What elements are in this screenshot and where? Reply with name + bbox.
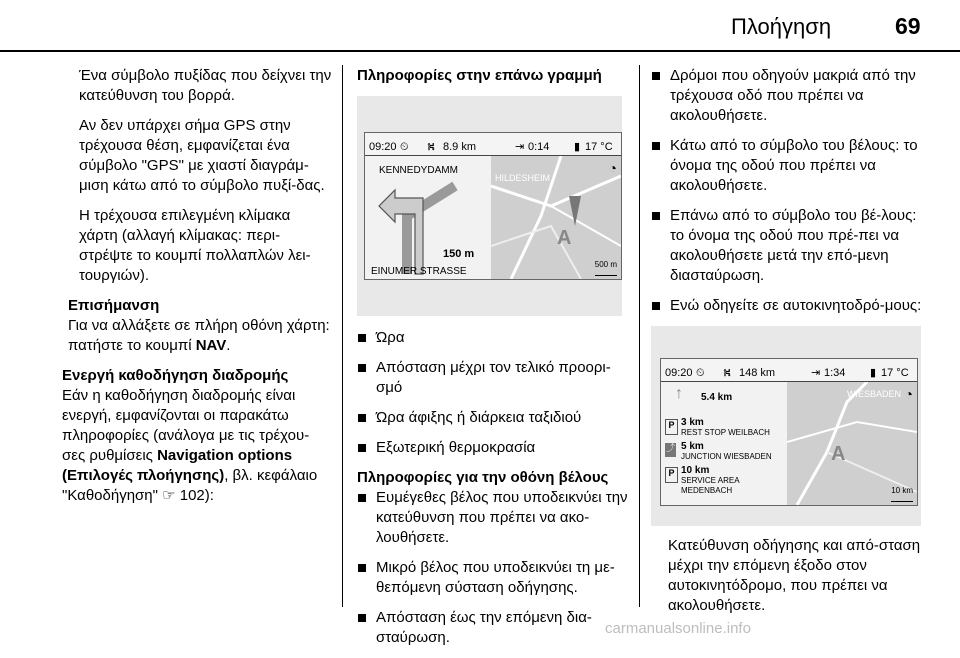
column-3 [651,66,926,626]
screen-top-bar: 09:20 ⏲ ⛕ 8.9 km ⇥ 0:14 ▮ 17 °C [365,133,621,156]
paragraph: Εάν η καθοδήγηση διαδρομής είναι ενεργή, εμφανίζονται οι παρακάτω πληροφορίες (ανάλογα με τις τρέχου-σες ρυθμίσεις Navigation options (Επιλογές πλοήγησης), βλ. κεφάλαιο "Καθοδήγηση" ☞ 102): [62,387,318,504]
screen-top-bar: 09:20 ⏲ ⛕ 148 km ⇥ 1:34 ▮ 17 °C [661,359,917,382]
nav-key: NAV [195,337,227,354]
car-position-icon: A [557,227,572,249]
list-item: Δρόμοι που οδηγούν μακριά από την τρέχουσα οδό που πρέπει να ακολουθήσετε. [651,66,926,126]
exit-list [665,418,787,496]
junction-icon: ⤴ [665,443,676,457]
nav-screen-motorway [660,358,918,506]
route-icon: ⛕ [427,141,436,153]
list-item: Μικρό βέλος που υποδεικνύει τη με-θεπόμενη σύσταση οδήγησης. [357,558,629,598]
nav-screen-image [357,96,622,316]
note [62,296,332,356]
list-item: Ενώ οδηγείτε σε αυτοκινητοδρό-μους: [651,296,926,316]
exit-item: P 10 km SERVICE AREA MEDENBACH [665,466,787,496]
clock-icon: ⏲ [400,141,409,153]
paragraph: Αν δεν υπάρχει σήμα GPS στην τρέχουσα θέση, εμφανίζεται ένα σύμβολο "GPS" με χιαστί διαγράμ-μιση κάτω από το σύμβολο πυξί-δας. [79,117,325,194]
nav-screen [364,132,622,280]
car-position-icon: A [831,443,846,465]
header-rule [0,50,960,52]
map-info-list [651,66,926,316]
page-number: 69 [895,13,921,39]
watermark: carmanualsonline.info [605,620,751,637]
route-icon: ⛕ [723,367,732,379]
section-heading: Πληροφορίες για την οθόνη βέλους [357,469,609,486]
list-item: Ευμέγεθες βέλος που υποδεικνύει την κατεύθυνση που πρέπει να ακο-λουθήσετε. [357,488,629,548]
page-header [0,0,960,50]
list-item: Απόσταση έως την επόμενη δια-σταύρωση. [357,608,629,648]
section-heading: Ενεργή καθοδήγηση διαδρομής [62,367,289,384]
map-view: HILDESHEIM A ◔ 500 m [491,156,621,279]
clock-icon: ⏲ [696,367,705,379]
parking-icon: P [665,419,678,435]
list-item: Ώρα [357,328,629,348]
list-item: Επάνω από το σύμβολο του βέ-λους: το όνομα της οδού που πρέ-πει να ακολουθήσετε μετά την επό-μενη διασταύρωση. [651,206,926,286]
arrival-icon: ⇥ [515,141,525,153]
arrival-icon: ⇥ [811,367,821,379]
list-item: Εξωτερική θερμοκρασία [357,438,629,458]
compass-icon: ◔ [904,386,913,402]
paragraph: Ένα σύμβολο πυξίδας που δείχνει την κατεύθυνση του βορρά. [79,67,332,104]
arrow-panel: KENNEDYDAMM 150 m EINUMER STRASSE [365,156,491,279]
caption: Κατεύθυνση οδήγησης και από-σταση μέχρι την επόμενη έξοδο στον αυτοκινητόδρομο, που πρέπει να ακολουθήσετε. [668,537,921,614]
map-view: WIESBADEN A ◔ 10 km [787,382,917,505]
exit-panel: 5.4 km ↑ P 3 km REST STOP WEILBACH ⤴ 5 km JUNCTION WIESBADEN P 10 km SERVICE AREA MEDENBACH [661,382,787,505]
nav-screen-image [651,326,921,526]
arrow-up-icon: ↑ [675,385,683,402]
column-2 [357,66,629,658]
compass-icon: ◔ [608,160,617,176]
column-1 [62,66,332,516]
list-item: Απόσταση μέχρι τον τελικό προορι-σμό [357,358,629,398]
list-item: Ώρα άφιξης ή διάρκεια ταξιδιού [357,408,629,428]
arrow-screen-info-list [357,488,629,648]
paragraph: Η τρέχουσα επιλεγμένη κλίμακα χάρτη (αλλαγή κλίμακας: περι-στρέψτε το κουμπί πολλαπλών λει-τουργιών). [79,207,311,284]
thermometer-icon: ▮ [574,141,581,153]
column-divider [639,65,640,607]
section-heading: Πληροφορίες στην επάνω γραμμή [357,67,602,84]
column-divider [342,65,343,607]
exit-item: P 3 km REST STOP WEILBACH [665,418,787,438]
note-text: Για να αλλάξετε σε πλήρη οθόνη χάρτη: πατήστε το κουμπί NAV. [68,317,330,354]
top-bar-info-list [357,328,629,458]
thermometer-icon: ▮ [870,367,877,379]
list-item: Κάτω από το σύμβολο του βέλους: το όνομα της οδού που πρέπει να ακολουθήσετε. [651,136,926,196]
page-title: Πλοήγηση [731,14,832,39]
parking-icon: P [665,467,678,483]
exit-item: ⤴ 5 km JUNCTION WIESBADEN [665,441,772,461]
note-title: Επισήμανση [68,297,160,314]
